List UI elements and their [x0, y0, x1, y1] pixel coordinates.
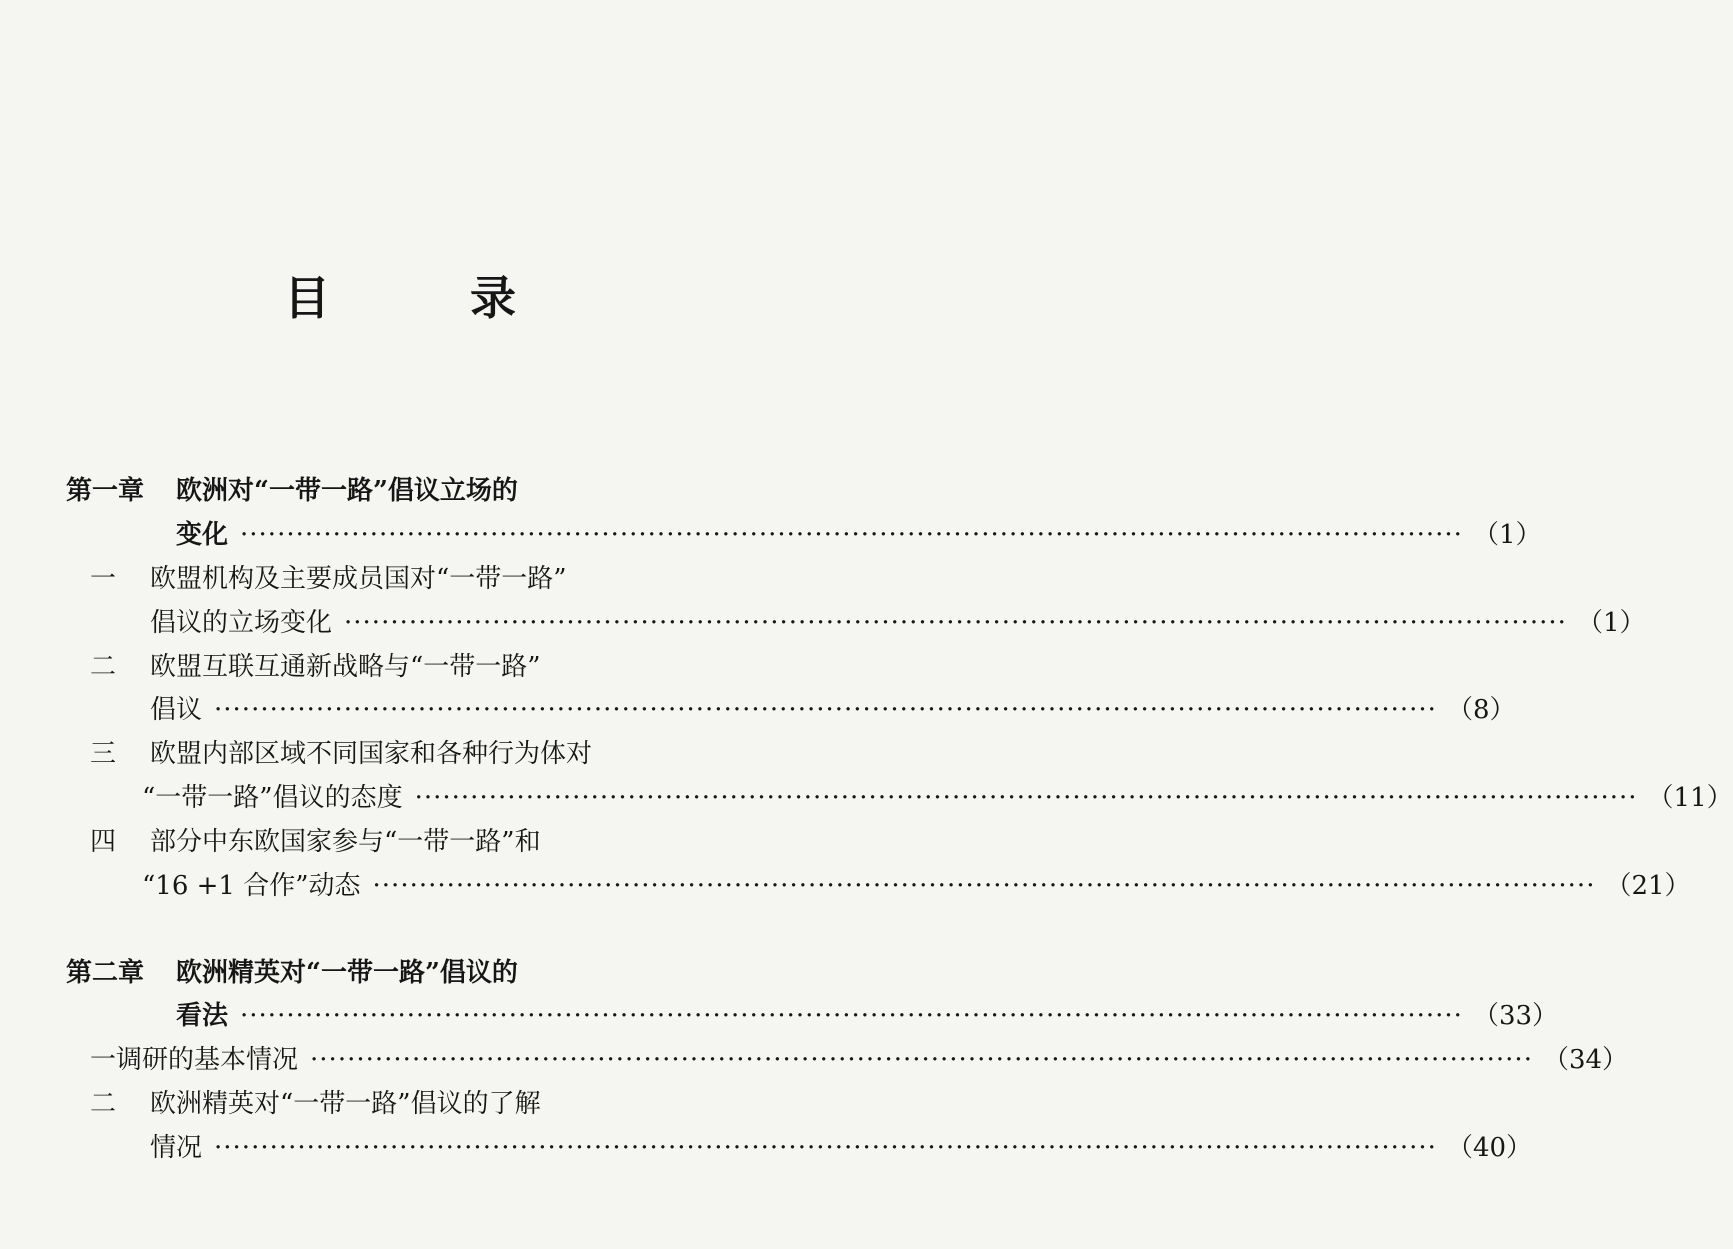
dot-leader: ····································································································································	[240, 1001, 1463, 1031]
dot-leader: ····································································································································	[310, 1045, 1533, 1075]
section-title-cont: “一带一路”倡议的态度	[142, 783, 403, 813]
page-number: （8）	[1446, 695, 1516, 725]
section-title: 调研的基本情况	[116, 1045, 299, 1075]
page-number: （21）	[1605, 871, 1691, 901]
section-number: 一	[90, 1045, 117, 1075]
dot-leader: ····································································································································	[214, 1133, 1437, 1163]
dot-leader: ····································································································································	[414, 783, 1638, 813]
chapter-title: 欧洲精英对“一带一路”倡议的	[176, 958, 518, 988]
section-number: 三	[90, 739, 117, 769]
chapter-title-cont: 变化	[176, 520, 229, 550]
page-number: （1）	[1576, 608, 1646, 638]
section-title-cont: “16 +1 合作”动态	[142, 871, 361, 901]
dot-leader: ····································································································································	[372, 871, 1596, 901]
dot-leader: ····································································································································	[344, 608, 1567, 638]
section-title-cont: 倡议的立场变化	[150, 608, 333, 638]
section-title: 欧盟机构及主要成员国对“一带一路”	[150, 564, 567, 594]
dot-leader: ····································································································································	[214, 695, 1437, 725]
section-title: 部分中东欧国家参与“一带一路”和	[150, 827, 541, 857]
chapter-label: 第二章	[66, 958, 145, 988]
section-title: 欧洲精英对“一带一路”倡议的了解	[150, 1089, 541, 1119]
section-title: 欧盟内部区域不同国家和各种行为体对	[150, 739, 593, 769]
section-number: 一	[90, 564, 117, 594]
page-number: （33）	[1472, 1001, 1559, 1031]
section-number: 二	[90, 652, 117, 682]
dot-leader: ····································································································································	[240, 520, 1463, 550]
page-number: （40）	[1446, 1133, 1533, 1163]
page-number: （34）	[1542, 1045, 1629, 1075]
page-number: （1）	[1472, 520, 1542, 550]
chapter-label: 第一章	[66, 476, 145, 506]
section-number: 四	[90, 827, 117, 857]
page-number: （11）	[1647, 783, 1733, 813]
section-number: 二	[90, 1089, 117, 1119]
chapter-title-cont: 看法	[176, 1001, 229, 1031]
section-title-cont: 倡议	[150, 695, 203, 725]
chapter-title: 欧洲对“一带一路”倡议立场的	[176, 476, 518, 506]
page-title: 目 录	[283, 271, 578, 325]
section-title-cont: 情况	[150, 1133, 203, 1163]
section-title: 欧盟互联互通新战略与“一带一路”	[150, 652, 541, 682]
